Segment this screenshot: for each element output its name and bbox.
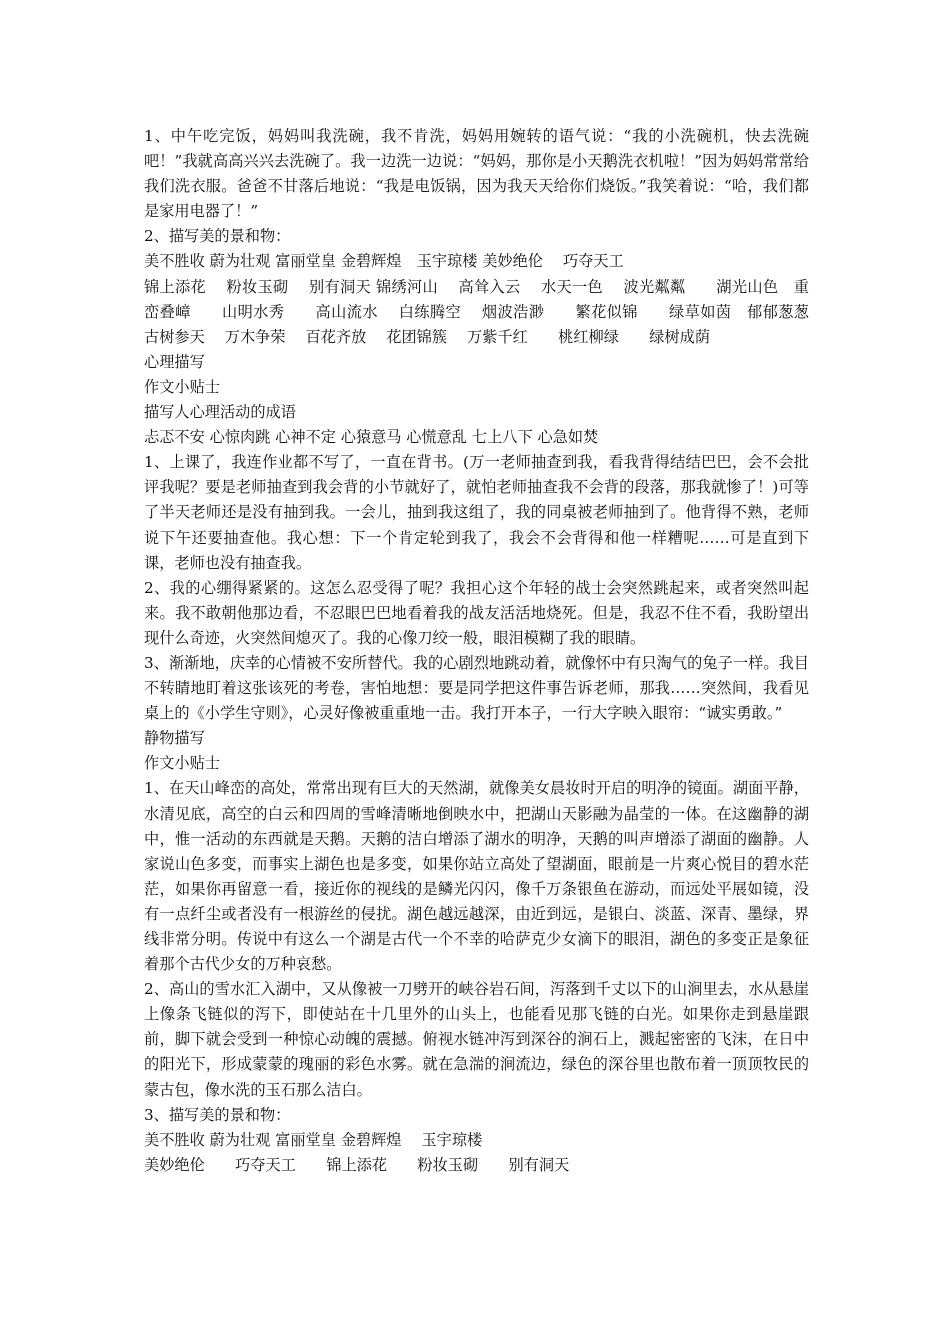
heading-beautiful-scenery-2: 3、描写美的景和物： bbox=[144, 1105, 291, 1124]
paragraph-waterfall: 2、高山的雪水汇入湖中，又从像被一刀劈开的峡谷岩石间，泻落到千丈以下的山涧里去，水从悬崖上像条飞链似的泻下，即使站在十几里外的山头上，也能看见那飞链的白光。如果你走到悬崖跟前，脚下就会受到一种惊心动魄的震撼。俯视水链冲泻到深谷的涧石上，溅起密密的飞沫，在日中的阳光下，形成蒙蒙的瑰丽的彩色水雾。就在急湍的涧流边，绿色的深谷里也散布着一顶顶牧民的蒙古包，像水洗的玉石那么洁白。 bbox=[144, 980, 809, 1099]
document-page bbox=[144, 124, 840, 1178]
idiom-list-scenery-4: 美妙绝伦 巧夺天工 锦上添花 粉妆玉砌 别有洞天 bbox=[144, 1155, 570, 1174]
subheading-psychology-idioms: 描写人心理活动的成语 bbox=[144, 403, 296, 422]
paragraph-dinner-dialogue: 1、中午吃完饭，妈妈叫我洗碗，我不肯洗，妈妈用婉转的语气说：“我的小洗碗机，快去洗碗吧！”我就高高兴兴去洗碗了。我一边洗一边说：“妈妈，那你是小天鹅洗衣机啦！”因为妈妈常常给我们洗衣服。爸爸不甘落后地说：“我是电饭锅，因为我天天给你们烧饭。”我笑着说：“哈，我们都是家用电器了！” bbox=[144, 127, 809, 221]
paragraph-exam: 3、渐渐地，庆幸的心情被不安所替代。我的心剧烈地跳动着，就像怀中有只淘气的兔子一样。我目不转睛地盯着这张该死的考卷，害怕地想：要是同学把这件事告诉老师，那我……突然间，我看见桌上的《小学生守则》，心灵好像被重重地一击。我打开本子，一行大字映入眼帘：“诚实勇敢。” bbox=[144, 653, 809, 723]
paragraph-soldier: 2、我的心绷得紧紧的。这怎么忍受得了呢？我担心这个年轻的战士会突然跳起来，或者突然叫起来。我不敢朝他那边看，不忍眼巴巴地看着我的战友活活地烧死。但是，我忍不住不看，我盼望出现什么奇迹，火突然间熄灭了。我的心像刀绞一般，眼泪模糊了我的眼睛。 bbox=[144, 578, 809, 647]
idiom-list-psychology: 忐忑不安 心惊肉跳 心神不定 心猿意马 心慌意乱 七上八下 心急如焚 bbox=[144, 428, 599, 447]
idiom-list-scenery-1: 美不胜收 蔚为壮观 富丽堂皇 金碧辉煌 玉宇琼楼 美妙绝伦 巧夺天工 bbox=[144, 252, 624, 271]
tips-title: 作文小贴士 bbox=[144, 377, 220, 396]
section-title-still-life: 静物描写 bbox=[144, 729, 205, 748]
section-title-psychology: 心理描写 bbox=[144, 352, 205, 371]
idiom-list-scenery-2: 锦上添花 粉妆玉砌 别有洞天 锦绣河山 高耸入云 水天一色 波光粼粼 湖光山色 重峦叠嶂 山明水秀 高山流水 白练腾空 烟波浩渺 繁花似锦 绿草如茵 郁郁葱葱 古树参天 万木争荣 百花齐放 花团锦簇 万紫千红 桃红柳绿 绿树成荫 bbox=[144, 277, 840, 346]
idiom-list-scenery-3: 美不胜收 蔚为壮观 富丽堂皇 金碧辉煌 玉宇琼楼 bbox=[144, 1130, 483, 1149]
tips-title-2: 作文小贴士 bbox=[144, 754, 220, 773]
heading-beautiful-scenery: 2、描写美的景和物： bbox=[144, 227, 291, 246]
paragraph-tianshan-lake: 1、在天山峰峦的高处，常常出现有巨大的天然湖，就像美女晨妆时开启的明净的镜面。湖面平静，水清见底，高空的白云和四周的雪峰清晰地倒映水中，把湖山天影融为晶莹的一体。在这幽静的湖中，惟一活动的东西就是天鹅。天鹅的洁白增添了湖水的明净，天鹅的叫声增添了湖面的幽静。人家说山色多变，而事实上湖色也是多变，如果你站立高处了望湖面，眼前是一片爽心悦目的碧水茫茫，如果你再留意一看，接近你的视线的是鳞光闪闪，像千万条银鱼在游动，而远处平展如镜，没有一点纤尘或者没有一根游丝的侵扰。湖色越远越深，由近到远，是银白、淡蓝、深青、墨绿，界线非常分明。传说中有这么一个湖是古代一个不幸的哈萨克少女滴下的眼泪，湖色的多变正是象征着那个古代少女的万种哀愁。 bbox=[144, 779, 809, 974]
paragraph-recitation: 1、上课了，我连作业都不写了，一直在背书。(万一老师抽查到我，看我背得结结巴巴，会不会批评我呢？要是老师抽查到我会背的小节就好了，就怕老师抽查我不会背的段落，那我就惨了！)可等了半天老师还是没有抽到我。一会儿，抽到我这组了，我的同桌被老师抽到了。他背得不熟，老师说下午还要抽查他。我心想：下一个肯定轮到我了，我会不会背得和他一样糟呢……可是直到下课，老师也没有抽查我。 bbox=[144, 453, 809, 572]
